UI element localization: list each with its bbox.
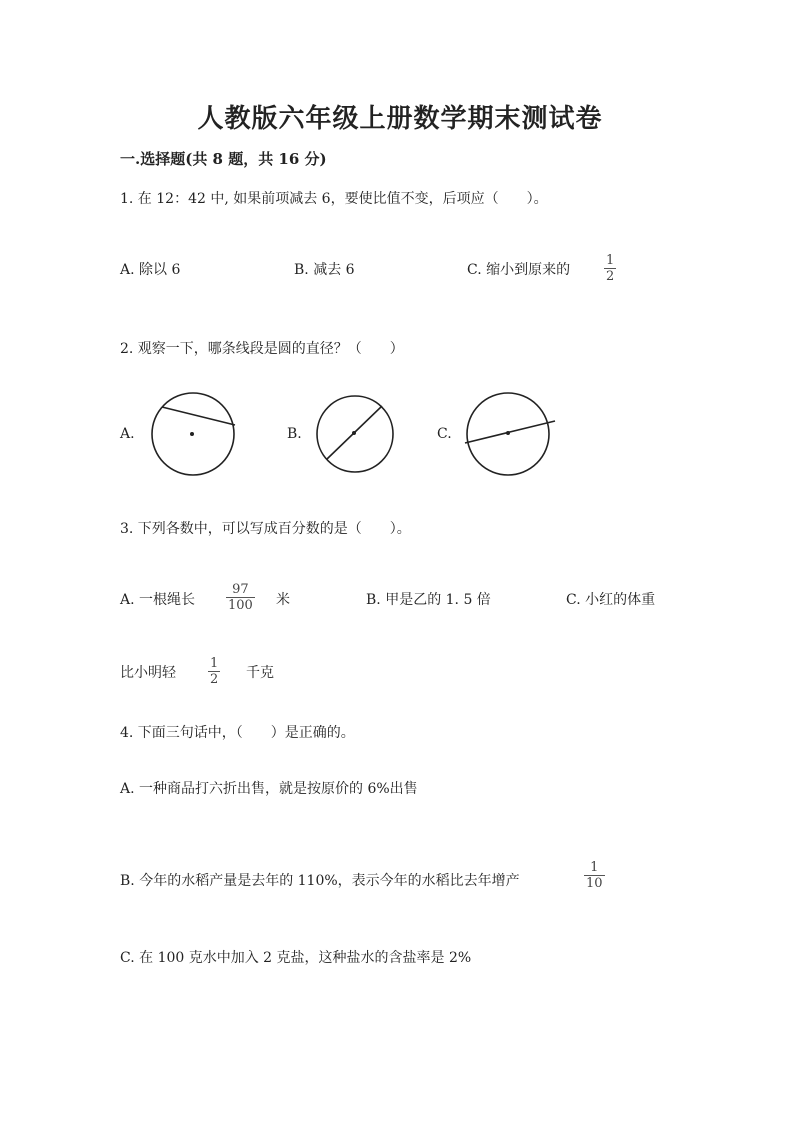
question-3-fraction-a [226, 582, 255, 613]
question-4-option-c: C. 在 100 克水中加入 2 克盐，这种盐水的含盐率是 2% [120, 950, 472, 966]
question-1-stem: 1. 在 12：42 中, 如果前项减去 6，要使比值不变，后项应（ ）。 [120, 191, 548, 207]
question-3-option-c: C. 小红的体重 [566, 592, 656, 608]
fraction-denominator: 10 [586, 876, 603, 891]
question-1-option-b: B. 减去 6 [294, 262, 355, 278]
center-dot [352, 431, 356, 435]
section-heading: 一.选择题(共 8 题，共 16 分) [120, 150, 327, 168]
question-1-fraction [604, 253, 616, 284]
question-2-option-a-label: A. [120, 426, 135, 442]
circle-diagram-c [465, 392, 557, 478]
question-3-stem: 3. 下列各数中，可以写成百分数的是（ ）。 [120, 521, 411, 537]
question-3-option-c-unit: 千克 [246, 665, 274, 681]
question-4-option-a: A. 一种商品打六折出售，就是按原价的 6%出售 [120, 781, 418, 797]
center-dot [506, 431, 510, 435]
circle-diagram-a [150, 392, 236, 478]
question-1-option-c: C. 缩小到原来的 [467, 262, 571, 278]
fraction-denominator: 2 [210, 672, 219, 687]
question-3-option-c-continued: 比小明轻 [120, 665, 176, 681]
question-4-option-b: B. 今年的水稻产量是去年的 110%，表示今年的水稻比去年增产 [120, 873, 520, 889]
page-title: 人教版六年级上册数学期末测试卷 [197, 104, 603, 134]
center-dot [190, 432, 194, 436]
fraction-numerator: 97 [232, 582, 249, 597]
question-1-option-a: A. 除以 6 [120, 262, 181, 278]
question-3-option-a-unit: 米 [276, 592, 290, 608]
question-2-option-c-label: C. [437, 426, 452, 442]
circle-diagram-b [315, 392, 395, 478]
question-2-option-b-label: B. [287, 426, 302, 442]
question-4-fraction-b [584, 860, 605, 891]
question-4-stem: 4. 下面三句话中，（ ）是正确的。 [120, 725, 355, 741]
question-3-option-b: B. 甲是乙的 1. 5 倍 [366, 592, 491, 608]
fraction-numerator: 1 [606, 253, 615, 268]
fraction-numerator: 1 [590, 860, 599, 875]
question-3-fraction-c [208, 656, 220, 687]
question-2-stem: 2. 观察一下，哪条线段是圆的直径？（ ） [120, 341, 404, 357]
question-3-option-a: A. 一根绳长 [120, 592, 196, 608]
secant-line [465, 421, 555, 443]
fraction-numerator: 1 [210, 656, 219, 671]
chord-line [162, 407, 235, 425]
fraction-denominator: 2 [606, 269, 615, 284]
fraction-denominator: 100 [228, 598, 253, 613]
